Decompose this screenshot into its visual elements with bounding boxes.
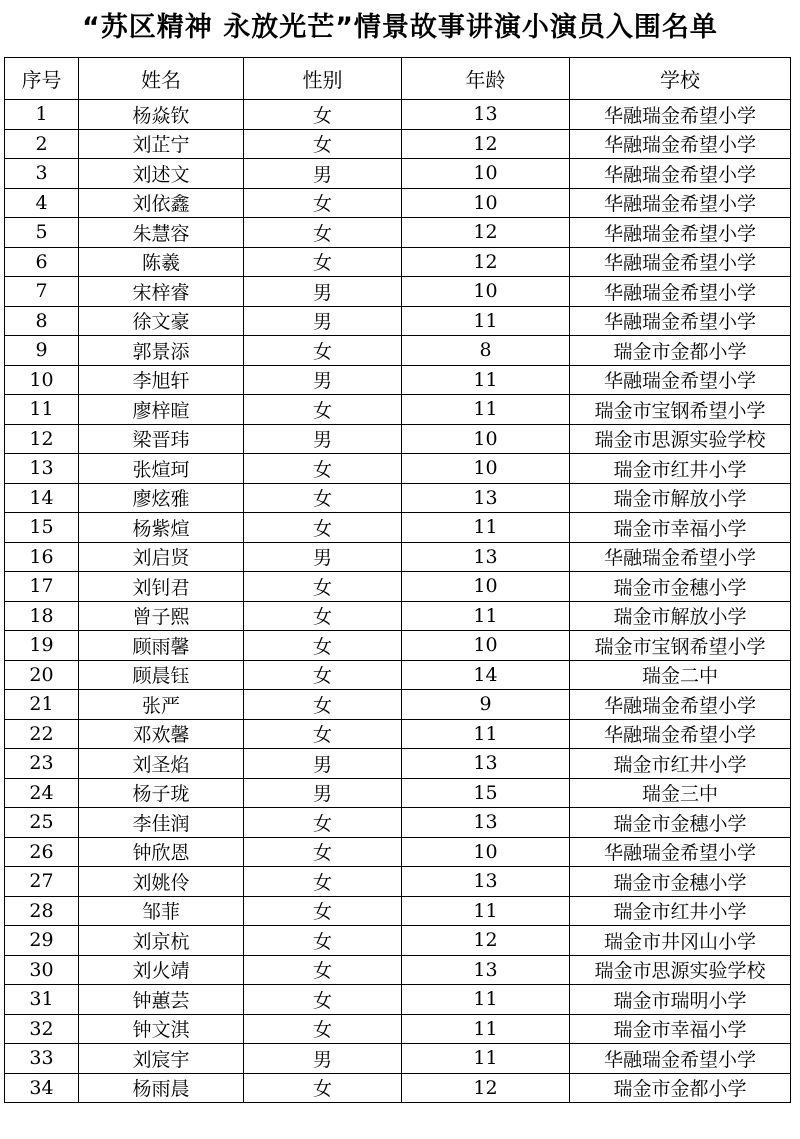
cell-age: 11 [402, 513, 570, 543]
cell-gender: 男 [244, 542, 402, 572]
cell-index: 14 [5, 483, 79, 513]
cell-gender: 女 [244, 955, 402, 985]
cell-index: 31 [5, 985, 79, 1015]
cell-name: 刘宸宇 [79, 1044, 244, 1074]
cell-age: 10 [402, 424, 570, 454]
cell-school: 华融瑞金希望小学 [570, 218, 791, 248]
cell-school: 华融瑞金希望小学 [570, 247, 791, 277]
cell-school: 华融瑞金希望小学 [570, 100, 791, 130]
cell-index: 30 [5, 955, 79, 985]
cell-school: 瑞金市井冈山小学 [570, 926, 791, 956]
cell-age: 11 [402, 306, 570, 336]
cell-name: 梁晋玮 [79, 424, 244, 454]
cell-gender: 女 [244, 483, 402, 513]
cell-age: 11 [402, 365, 570, 395]
cell-index: 34 [5, 1073, 79, 1103]
cell-school: 瑞金市宝钢希望小学 [570, 395, 791, 425]
table-row [5, 100, 791, 130]
cell-index: 7 [5, 277, 79, 307]
cell-gender: 女 [244, 454, 402, 484]
cell-gender: 女 [244, 336, 402, 366]
table-row [5, 955, 791, 985]
table-row [5, 336, 791, 366]
cell-name: 李旭轩 [79, 365, 244, 395]
cell-age: 13 [402, 483, 570, 513]
cell-school: 华融瑞金希望小学 [570, 365, 791, 395]
cell-school: 瑞金市解放小学 [570, 483, 791, 513]
cell-index: 8 [5, 306, 79, 336]
cell-school: 华融瑞金希望小学 [570, 1044, 791, 1074]
cell-age: 13 [402, 100, 570, 130]
cell-gender: 女 [244, 247, 402, 277]
cell-name: 刘述文 [79, 159, 244, 189]
cell-school: 瑞金三中 [570, 778, 791, 808]
table-header-row [5, 58, 791, 100]
cell-gender: 女 [244, 867, 402, 897]
cell-index: 23 [5, 749, 79, 779]
cell-index: 16 [5, 542, 79, 572]
cell-index: 3 [5, 159, 79, 189]
cell-age: 12 [402, 926, 570, 956]
cell-age: 8 [402, 336, 570, 366]
cell-name: 刘姚伶 [79, 867, 244, 897]
cell-name: 顾雨馨 [79, 631, 244, 661]
cell-age: 9 [402, 690, 570, 720]
cell-age: 13 [402, 867, 570, 897]
cell-index: 28 [5, 896, 79, 926]
cell-gender: 男 [244, 424, 402, 454]
table-row [5, 572, 791, 602]
table-row [5, 247, 791, 277]
header-school: 学校 [570, 58, 791, 100]
cell-school: 瑞金市幸福小学 [570, 513, 791, 543]
cell-gender: 女 [244, 1073, 402, 1103]
cell-age: 14 [402, 660, 570, 690]
cell-index: 24 [5, 778, 79, 808]
cell-index: 18 [5, 601, 79, 631]
cell-gender: 女 [244, 572, 402, 602]
cell-gender: 女 [244, 837, 402, 867]
cell-age: 10 [402, 188, 570, 218]
table-row [5, 454, 791, 484]
cell-index: 10 [5, 365, 79, 395]
cell-gender: 女 [244, 100, 402, 130]
cell-school: 华融瑞金希望小学 [570, 690, 791, 720]
cell-index: 33 [5, 1044, 79, 1074]
cell-name: 刘京杭 [79, 926, 244, 956]
cell-school: 瑞金市宝钢希望小学 [570, 631, 791, 661]
cell-gender: 女 [244, 395, 402, 425]
cell-name: 朱慧容 [79, 218, 244, 248]
cell-age: 11 [402, 1014, 570, 1044]
cell-age: 11 [402, 601, 570, 631]
cell-name: 杨雨晨 [79, 1073, 244, 1103]
cell-index: 20 [5, 660, 79, 690]
table-row [5, 395, 791, 425]
cell-name: 邓欢馨 [79, 719, 244, 749]
table-row [5, 483, 791, 513]
cell-name: 刘钊君 [79, 572, 244, 602]
table-row [5, 159, 791, 189]
table-row [5, 1044, 791, 1074]
cell-index: 32 [5, 1014, 79, 1044]
cell-school: 瑞金市红井小学 [570, 896, 791, 926]
cell-age: 13 [402, 808, 570, 838]
cell-index: 21 [5, 690, 79, 720]
cell-school: 瑞金市解放小学 [570, 601, 791, 631]
cell-gender: 女 [244, 129, 402, 159]
cell-gender: 男 [244, 159, 402, 189]
cell-school: 华融瑞金希望小学 [570, 277, 791, 307]
header-name: 姓名 [79, 58, 244, 100]
cell-name: 廖炫雅 [79, 483, 244, 513]
cell-name: 张严 [79, 690, 244, 720]
cell-school: 华融瑞金希望小学 [570, 159, 791, 189]
cell-school: 瑞金市金穗小学 [570, 808, 791, 838]
cell-age: 10 [402, 454, 570, 484]
cell-school: 瑞金市金都小学 [570, 336, 791, 366]
cell-name: 杨紫煊 [79, 513, 244, 543]
header-age: 年龄 [402, 58, 570, 100]
cell-name: 郭景添 [79, 336, 244, 366]
cell-age: 10 [402, 837, 570, 867]
cell-index: 29 [5, 926, 79, 956]
cell-index: 2 [5, 129, 79, 159]
table-row [5, 896, 791, 926]
cell-name: 曾子熙 [79, 601, 244, 631]
cell-name: 张煊珂 [79, 454, 244, 484]
cell-gender: 男 [244, 778, 402, 808]
cell-gender: 女 [244, 218, 402, 248]
cell-index: 17 [5, 572, 79, 602]
cell-age: 11 [402, 985, 570, 1015]
table-row [5, 808, 791, 838]
table-row [5, 719, 791, 749]
cell-name: 刘火靖 [79, 955, 244, 985]
cell-school: 瑞金二中 [570, 660, 791, 690]
cell-age: 10 [402, 572, 570, 602]
cell-gender: 女 [244, 1014, 402, 1044]
table-row [5, 631, 791, 661]
cell-gender: 女 [244, 808, 402, 838]
cell-gender: 男 [244, 277, 402, 307]
table-row [5, 277, 791, 307]
cell-age: 11 [402, 395, 570, 425]
table-row [5, 513, 791, 543]
table-row [5, 867, 791, 897]
table-row [5, 985, 791, 1015]
table-row [5, 749, 791, 779]
cell-gender: 女 [244, 601, 402, 631]
cell-index: 26 [5, 837, 79, 867]
page-title: “苏区精神 永放光芒”情景故事讲演小演员入围名单 [82, 12, 718, 43]
cell-name: 刘圣焰 [79, 749, 244, 779]
cell-name: 杨子珑 [79, 778, 244, 808]
table-row [5, 306, 791, 336]
cell-gender: 女 [244, 631, 402, 661]
cell-age: 12 [402, 247, 570, 277]
cell-index: 13 [5, 454, 79, 484]
table-row [5, 1073, 791, 1103]
table-row [5, 660, 791, 690]
cell-gender: 男 [244, 1044, 402, 1074]
table-row [5, 424, 791, 454]
cell-school: 瑞金市幸福小学 [570, 1014, 791, 1044]
cell-age: 11 [402, 1044, 570, 1074]
cell-school: 瑞金市思源实验学校 [570, 955, 791, 985]
header-gender: 性别 [244, 58, 402, 100]
cell-name: 李佳润 [79, 808, 244, 838]
cell-gender: 男 [244, 365, 402, 395]
cell-index: 6 [5, 247, 79, 277]
cell-school: 华融瑞金希望小学 [570, 837, 791, 867]
cell-index: 12 [5, 424, 79, 454]
cell-name: 宋梓睿 [79, 277, 244, 307]
cell-age: 10 [402, 631, 570, 661]
cell-age: 12 [402, 218, 570, 248]
cell-index: 22 [5, 719, 79, 749]
cell-index: 11 [5, 395, 79, 425]
cell-index: 15 [5, 513, 79, 543]
cell-gender: 女 [244, 985, 402, 1015]
cell-index: 5 [5, 218, 79, 248]
cell-age: 13 [402, 542, 570, 572]
cell-index: 19 [5, 631, 79, 661]
header-index: 序号 [5, 58, 79, 100]
table-row [5, 365, 791, 395]
cell-gender: 女 [244, 719, 402, 749]
cell-gender: 女 [244, 690, 402, 720]
cell-age: 13 [402, 955, 570, 985]
cell-school: 瑞金市金都小学 [570, 1073, 791, 1103]
cell-name: 刘芷宁 [79, 129, 244, 159]
cell-name: 顾晨钰 [79, 660, 244, 690]
table-row [5, 218, 791, 248]
cell-school: 华融瑞金希望小学 [570, 129, 791, 159]
cell-name: 刘启贤 [79, 542, 244, 572]
cell-name: 钟欣恩 [79, 837, 244, 867]
table-row [5, 188, 791, 218]
roster-table [4, 57, 791, 1103]
cell-school: 华融瑞金希望小学 [570, 188, 791, 218]
cell-school: 华融瑞金希望小学 [570, 306, 791, 336]
table-row [5, 129, 791, 159]
cell-index: 25 [5, 808, 79, 838]
cell-school: 瑞金市金穗小学 [570, 867, 791, 897]
cell-age: 13 [402, 749, 570, 779]
cell-name: 杨焱钦 [79, 100, 244, 130]
cell-school: 瑞金市红井小学 [570, 454, 791, 484]
table-row [5, 690, 791, 720]
cell-index: 9 [5, 336, 79, 366]
cell-school: 华融瑞金希望小学 [570, 719, 791, 749]
cell-name: 邹菲 [79, 896, 244, 926]
cell-school: 瑞金市红井小学 [570, 749, 791, 779]
table-body [5, 100, 791, 1103]
table-row [5, 778, 791, 808]
cell-name: 刘依鑫 [79, 188, 244, 218]
cell-name: 钟文淇 [79, 1014, 244, 1044]
cell-name: 钟蕙芸 [79, 985, 244, 1015]
cell-name: 徐文豪 [79, 306, 244, 336]
cell-index: 4 [5, 188, 79, 218]
cell-age: 11 [402, 896, 570, 926]
table-row [5, 837, 791, 867]
cell-gender: 女 [244, 926, 402, 956]
table-row [5, 926, 791, 956]
cell-name: 廖梓暄 [79, 395, 244, 425]
cell-school: 华融瑞金希望小学 [570, 542, 791, 572]
table-row [5, 1014, 791, 1044]
cell-index: 1 [5, 100, 79, 130]
cell-age: 11 [402, 719, 570, 749]
table-row [5, 601, 791, 631]
cell-school: 瑞金市瑞明小学 [570, 985, 791, 1015]
cell-gender: 女 [244, 660, 402, 690]
cell-gender: 男 [244, 749, 402, 779]
cell-school: 瑞金市金穗小学 [570, 572, 791, 602]
cell-index: 27 [5, 867, 79, 897]
cell-school: 瑞金市思源实验学校 [570, 424, 791, 454]
cell-age: 10 [402, 277, 570, 307]
cell-age: 15 [402, 778, 570, 808]
cell-gender: 女 [244, 513, 402, 543]
table-row [5, 542, 791, 572]
cell-gender: 女 [244, 188, 402, 218]
cell-age: 10 [402, 159, 570, 189]
cell-gender: 男 [244, 306, 402, 336]
cell-name: 陈羲 [79, 247, 244, 277]
cell-age: 12 [402, 129, 570, 159]
cell-gender: 女 [244, 896, 402, 926]
cell-age: 12 [402, 1073, 570, 1103]
